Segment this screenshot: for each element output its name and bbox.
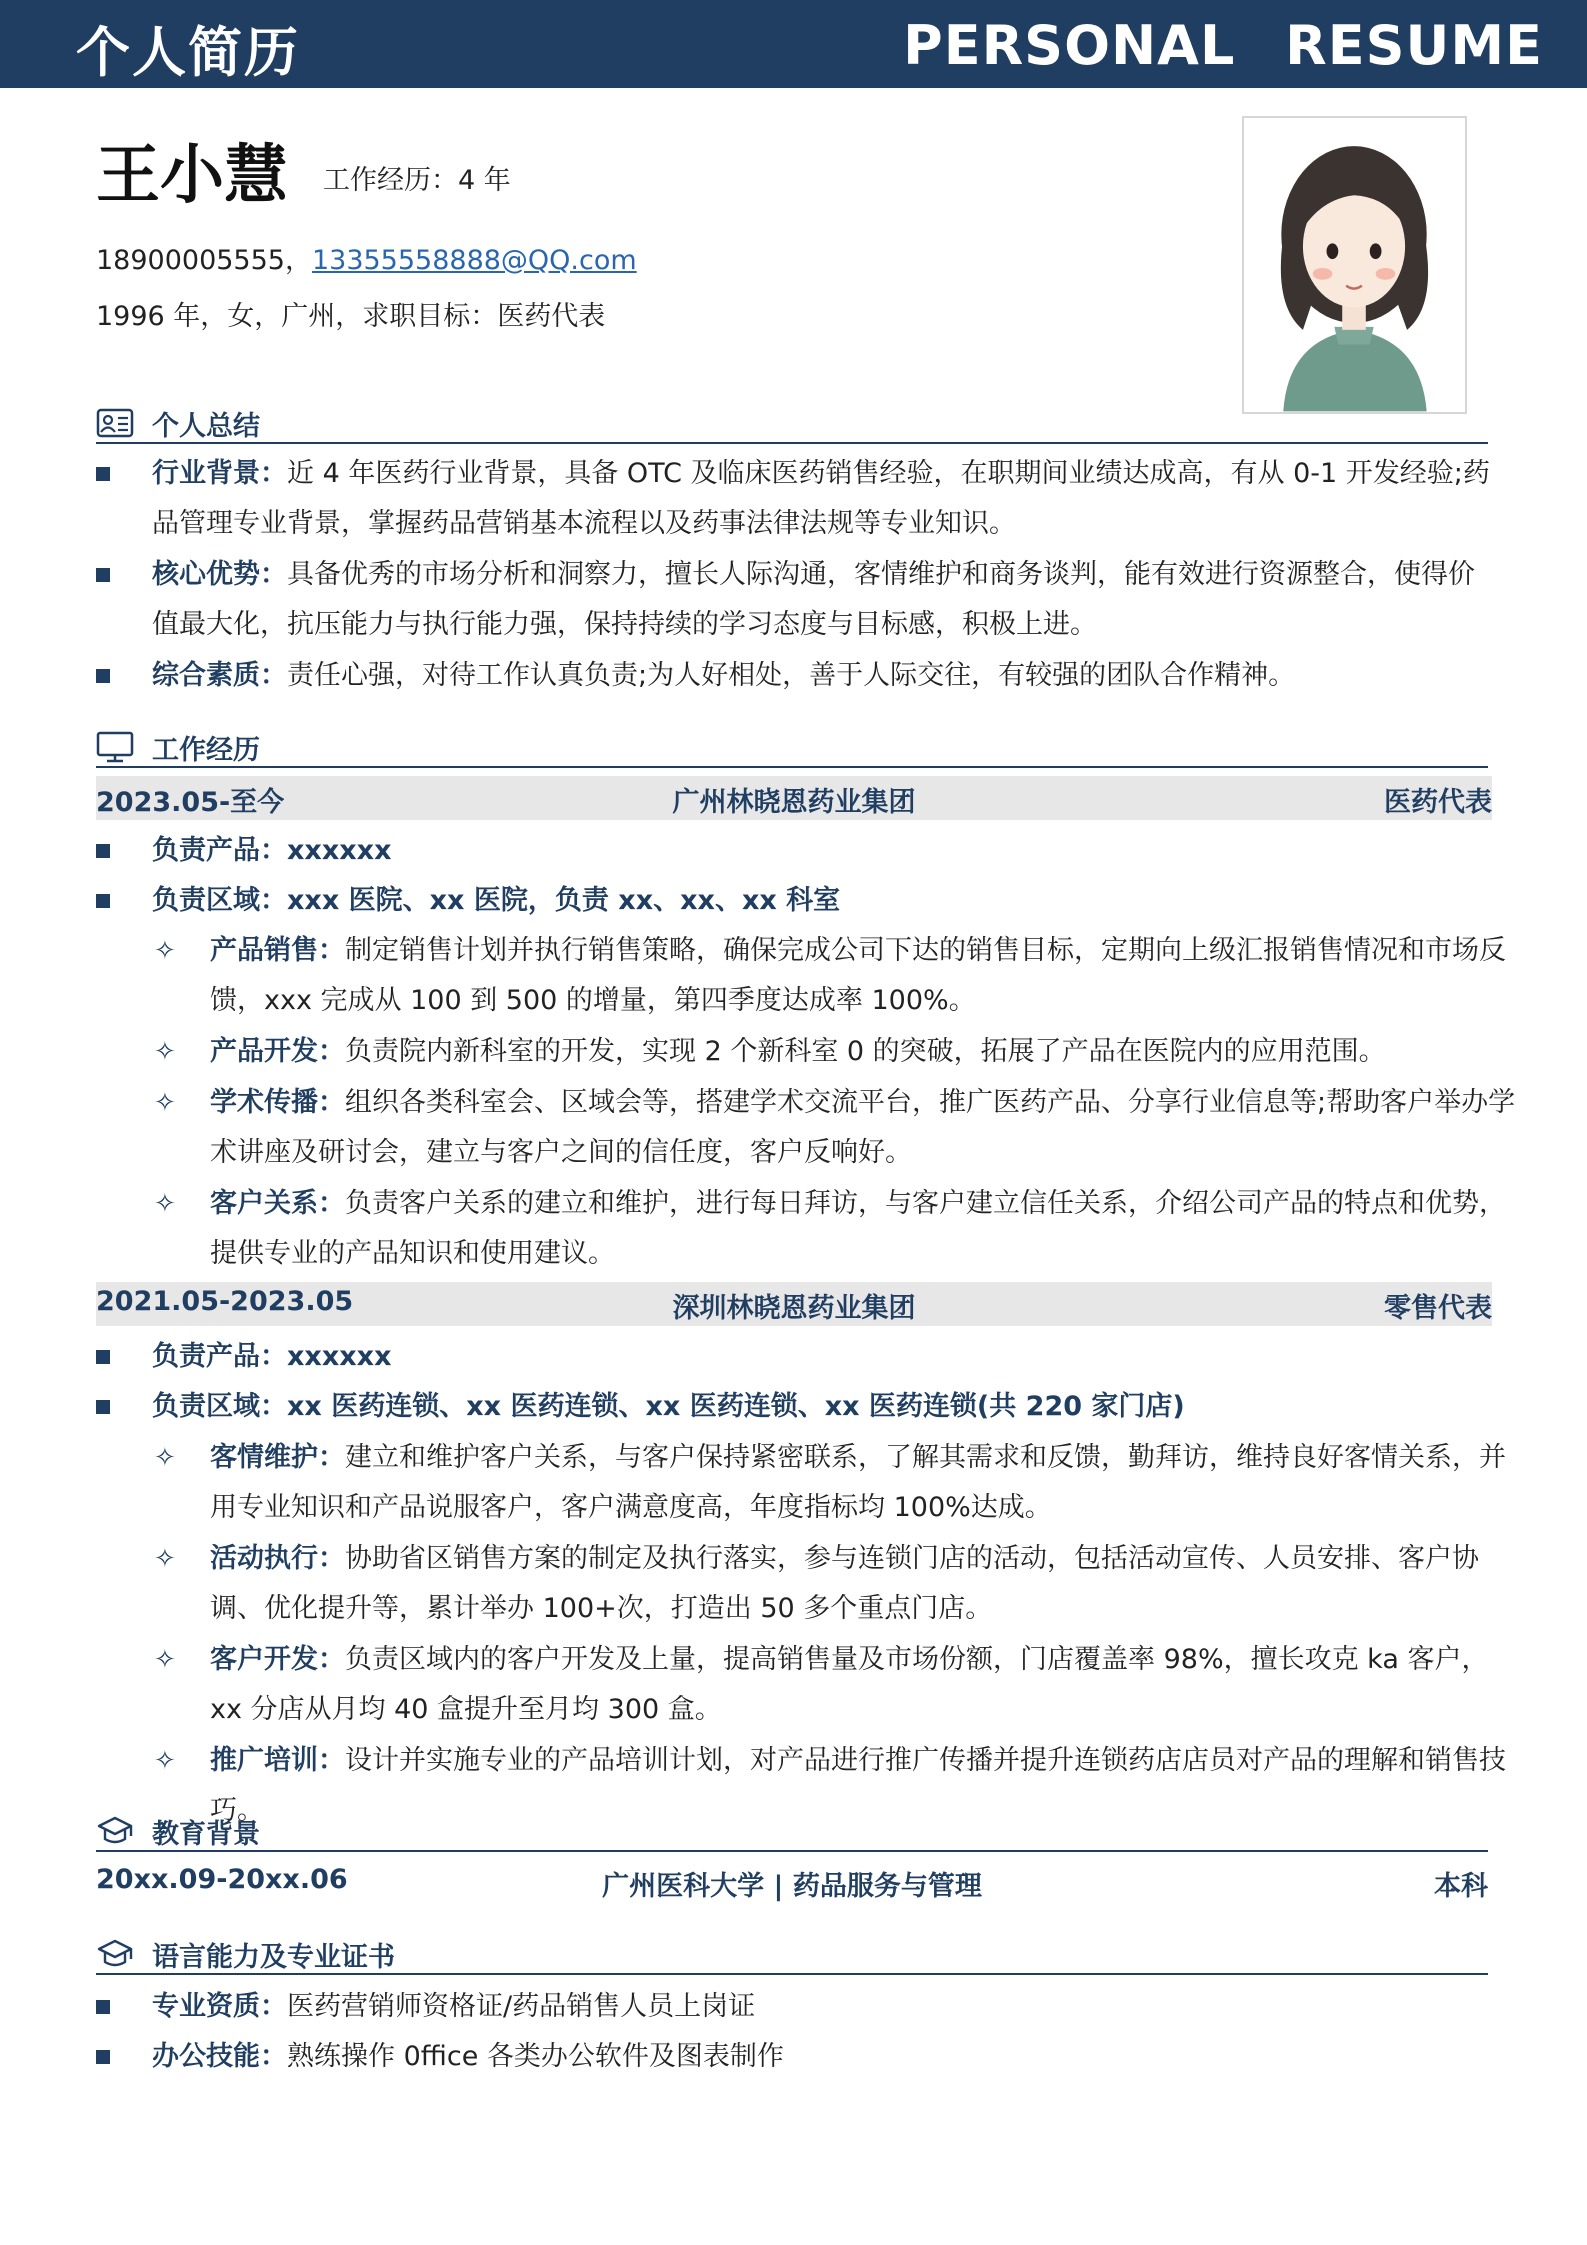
duty-text: 制定销售计划并执行销售策略，确保完成公司下达的销售目标，定期向上级汇报销售情况和市场反馈，xxx 完成从 100 到 500 的增量，第四季度达成率 100%。 [210,935,1506,1016]
personal-info: 1996 年，女，广州，求职目标：医药代表 [96,301,606,332]
diamond-star-icon: ✧ [154,1443,176,1473]
square-bullet-icon [96,894,110,908]
skill-label: 专业资质： [152,1991,287,2022]
monitor-icon [96,730,134,764]
title-cn: 个人简历 [76,21,300,84]
job-date: 2021.05-2023.05 [96,1286,354,1317]
avatar [1242,116,1467,414]
duty-text: 负责院内新科室的开发，实现 2 个新科室 0 的突破，拓展了产品在医院内的应用范围。 [345,1036,1386,1067]
section-summary-header [96,404,1488,444]
candidate-name: 王小慧 [96,139,288,213]
square-bullet-icon [96,2000,110,2014]
duty-text: 组织各类科室会、区域会等，搭建学术交流平台，推广医药产品、分享行业信息等;帮助客户举办学术讲座及研讨会，建立与客户之间的信任度，客户反响好。 [210,1087,1516,1168]
contact-line [96,238,637,277]
job-products-text: 负责产品：xxxxxx [152,1341,392,1372]
section-education-title: 教育背景 [152,1819,260,1850]
job-company: 深圳林晓恩药业集团 [672,1293,916,1324]
section-skills-title: 语言能力及专业证书 [152,1942,395,1973]
section-experience-title: 工作经历 [152,735,260,766]
header-banner [0,0,1587,88]
job-region-text: 负责区域：xxx 医院、xx 医院，负责 xx、xx、xx 科室 [152,885,841,916]
square-bullet-icon [96,568,110,582]
edu-date: 20xx.09-20xx.06 [96,1864,348,1895]
job-company: 广州林晓恩药业集团 [672,787,916,818]
duty-text: 设计并实施专业的产品培训计划，对产品进行推广传播并提升连锁药店店员对产品的理解和销售技巧。 [210,1745,1506,1826]
duty-text: 负责客户关系的建立和维护，进行每日拜访，与客户建立信任关系，介绍公司产品的特点和优势，提供专业的产品知识和使用建议。 [210,1188,1506,1269]
duty-text: 协助省区销售方案的制定及执行落实，参与连锁门店的活动，包括活动宣传、人员安排、客户协调、优化提升等，累计举办 100+次，打造出 50 多个重点门店。 [210,1543,1479,1624]
section-education-header [96,1812,1488,1852]
graduation-cap-icon [96,1814,134,1848]
duty-label: 客户关系： [210,1188,345,1219]
diamond-star-icon: ✧ [154,1088,176,1118]
edu-school: 广州医科大学 | 药品服务与管理 [602,1871,982,1902]
square-bullet-icon [96,844,110,858]
skill-text: 医药营销师资格证/药品销售人员上岗证 [287,1991,756,2022]
duty-label: 推广培训： [210,1745,345,1776]
square-bullet-icon [96,2050,110,2064]
diamond-star-icon: ✧ [154,1189,176,1219]
summary-label: 行业背景： [152,458,287,489]
section-summary-title: 个人总结 [152,411,260,442]
diamond-star-icon: ✧ [154,936,176,966]
duty-label: 客户开发： [210,1644,345,1675]
avatar-illustration [1244,118,1465,412]
job-role: 医药代表 [1384,787,1492,818]
job-header [96,1282,1492,1326]
duty-label: 客情维护： [210,1442,345,1473]
square-bullet-icon [96,1350,110,1364]
duty-text: 建立和维护客户关系，与客户保持紧密联系，了解其需求和反馈，勤拜访，维持良好客情关系，并用专业知识和产品说服客户，客户满意度高，年度指标均 100%达成。 [210,1442,1506,1523]
title-en: PERSONAL RESUME [903,14,1543,77]
diamond-star-icon: ✧ [154,1544,176,1574]
job-date: 2023.05-至今 [96,787,285,818]
diamond-star-icon: ✧ [154,1746,176,1776]
diamond-star-icon: ✧ [154,1645,176,1675]
square-bullet-icon [96,1400,110,1414]
job-region-text: 负责区域：xx 医药连锁、xx 医药连锁、xx 医药连锁、xx 医药连锁(共 220 家门店) [152,1391,1185,1422]
square-bullet-icon [96,467,110,481]
id-card-icon [96,406,134,440]
summary-text: 近 4 年医药行业背景，具备 OTC 及临床医药销售经验，在职期间业绩达成高，有从 0-1 开发经验;药品管理专业背景，掌握药品营销基本流程以及药事法律法规等专业知识。 [152,458,1490,539]
summary-text: 具备优秀的市场分析和洞察力，擅长人际沟通，客情维护和商务谈判，能有效进行资源整合，使得价值最大化，抗压能力与执行能力强，保持持续的学习态度与目标感，积极上进。 [152,559,1475,640]
duty-label: 产品销售： [210,935,345,966]
square-bullet-icon [96,669,110,683]
summary-text: 责任心强，对待工作认真负责;为人好相处，善于人际交往，有较强的团队合作精神。 [287,660,1296,691]
job-products-text: 负责产品：xxxxxx [152,835,392,866]
phone: 18900005555， [96,245,312,276]
edu-degree: 本科 [1434,1871,1488,1902]
summary-label: 核心优势： [152,559,287,590]
summary-label: 综合素质： [152,660,287,691]
job-role: 零售代表 [1384,1293,1492,1324]
graduation-cap-icon [96,1937,134,1971]
education-row [96,1860,1488,1904]
duty-label: 活动执行： [210,1543,345,1574]
email-link[interactable]: 13355558888@QQ.com [311,245,637,276]
skill-label: 办公技能： [152,2041,287,2072]
section-experience-header [96,728,1488,768]
work-years: 工作经历：4 年 [323,165,511,196]
skill-text: 熟练操作 0ffice 各类办公软件及图表制作 [287,2041,784,2072]
diamond-star-icon: ✧ [154,1037,176,1067]
duty-label: 产品开发： [210,1036,345,1067]
section-skills-header [96,1935,1488,1975]
duty-text: 负责区域内的客户开发及上量，提高销售量及市场份额，门店覆盖率 98%，擅长攻克 ka 客户，xx 分店从月均 40 盒提升至月均 300 盒。 [210,1644,1489,1725]
job-header [96,776,1492,820]
duty-label: 学术传播： [210,1087,345,1118]
